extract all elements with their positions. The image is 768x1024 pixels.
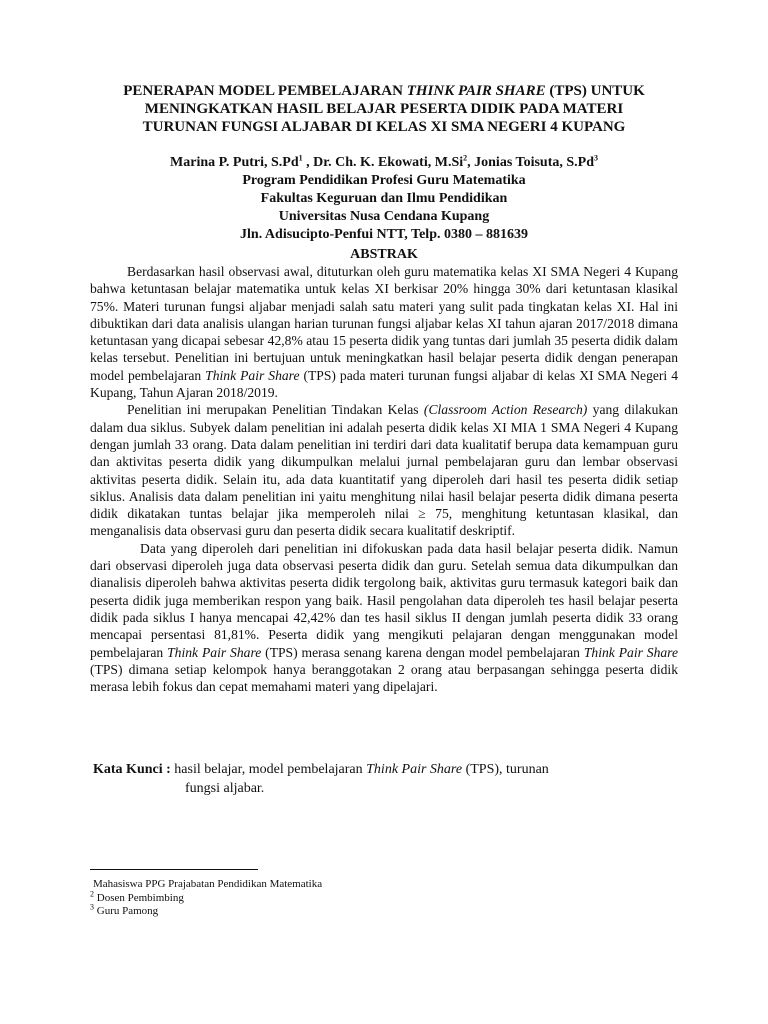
abstract-text: Berdasarkan hasil observasi awal, dituturkan oleh guru matematika kelas XI SMA Negeri 4 Kupang bahwa ketuntasan belajar matematika untuk kelas XI berkisar 20% hingga 30% dari ketuntasan klasikal 75%. Materi turunan fungsi aljabar menjadi salah satu materi yang sulit pada tingkatan kelas XI. Hal ini dibuktikan dari data analisis ulangan harian turunan fungsi aljabar kelas XI tahun ajaran 2017/2018 dimana ketuntasan yang dicapai sebesar 42,8% atau 15 peserta didik yang tuntas dari jumlah 35 peserta didik dalam kelas tersebut. Penelitian ini bertujuan untuk meningkatkan hasil belajar peserta didik dengan penerapan model pembelajaran [90,264,678,383]
title-text: (TPS) UNTUK [545,83,645,99]
footnote-2 [90,888,322,906]
footnote-divider [90,869,258,870]
keywords-label: Kata Kunci : [93,762,171,777]
title-line-2: MENINGKATKAN HASIL BELAJAR PESERTA DIDIK PADA MATERI [144,101,624,117]
author-2: Dr. Ch. K. Ekowati, M.Si [313,155,464,170]
footnote-2-mark: 2 [90,888,94,898]
abstract-italic-term: Think Pair Share [167,644,262,660]
title-text: PENERAPAN MODEL PEMBELAJARAN [123,83,407,99]
author-1: Marina P. Putri, S.Pd [170,155,299,170]
abstract-paragraph-3 [90,540,678,696]
keywords-text: hasil belajar, model pembelajaran [170,762,367,777]
abstract-heading: ABSTRAK [350,247,418,262]
title-line-1 [90,82,678,100]
abstract-text: Penelitian ini merupakan Penelitian Tindakan Kelas [127,402,424,418]
author-separator: , [467,155,475,170]
affiliation-university: Universitas Nusa Cendana Kupang [278,209,490,224]
author-separator: , [302,155,314,170]
abstract-italic-term: Think Pair Share [205,367,300,383]
abstract-text: yang dilakukan dalam dua siklus. Subyek dalam penelitian ini adalah peserta didik kelas XI MIA 1 SMA Negeri 4 Kupang dengan jumlah 33 orang. Data dalam penelitian ini terdiri dari data kualitatif berupa data kemampuan guru dan aktivitas peserta didik yang dikumpulkan melalui jurnal pembelajaran guru dan lembar observasi aktivitas peserta didik. Selain itu, ada data kuantitatif yang diperoleh dari hasil tes peserta didik setiap siklus. Analisis data dalam penelitian ini yaitu menghitung nilai hasil belajar peserta didik dimana peserta didik dikatakan tuntas belajar jika memperoleh nilai ≥ 75, menghitung ketuntasan klasikal, dan menganalisis data observasi guru dan peserta didik secara kualitatif deskriptif. [90,402,679,539]
footnote-1: Mahasiswa PPG Prajabatan Pendidikan Matematika [93,878,323,890]
abstract-text: (TPS) pada materi turunan fungsi aljabar di kelas XI SMA Negeri 4 Kupang, Tahun Ajaran 2018/2019. [90,367,678,401]
paper-title [90,82,678,136]
footnote-2-text: Dosen Pembimbing [94,891,184,904]
abstract-text: Data yang diperoleh dari penelitian ini difokuskan pada data hasil belajar peserta didik. Namun dari observasi diperoleh juga data observasi peserta didik dan guru. Setelah semua data dikumpulkan dan dianalisis diperoleh bahwa aktivitas peserta didik tergolong baik, aktivitas guru termasuk kategori baik dan peserta didik juga memberikan respon yang baik. Hasil pengolahan data diperoleh tes hasil belajar peserta didik pada siklus I hanya mencapai 42,42% dan tes hasil siklus II dengan jumlah peserta didik 33 orang mencapai persentasi 81,81%. Peserta didik yang mengikuti pelajaran dengan menggunakan model pembelajaran [90,540,678,660]
footnotes [90,878,322,919]
title-line-3: TURUNAN FUNGSI ALJABAR DI KELAS XI SMA NEGERI 4 KUPANG [142,119,626,135]
keywords-text: (TPS), turunan [462,762,549,777]
keywords-italic-term: Think Pair Share [366,762,463,777]
footnote-3 [90,902,322,919]
abstract-text: (TPS) merasa senang karena dengan model pembelajaran [261,644,584,660]
author-2-mark: 2 [463,153,468,163]
abstract-text: (TPS) dimana setiap kelompok hanya beranggotakan 2 orang atau berpasangan sehingga peserta didik merasa lebih fokus dan cepat memahami materi yang dipelajari. [90,661,678,695]
affiliation-program: Program Pendidikan Profesi Guru Matematika [242,173,526,188]
abstract-paragraph-1 [90,263,678,401]
author-block [90,154,678,244]
footnote-3-text: Guru Pamong [94,905,159,917]
footnote-3-mark: 3 [90,902,94,912]
author-3: Jonias Toisuta, S.Pd [474,155,594,170]
keywords-continuation: fungsi aljabar. [185,781,265,796]
author-names [90,154,678,172]
author-3-mark: 3 [593,153,598,163]
abstract-body [90,263,678,695]
affiliation-address: Jln. Adisucipto-Penfui NTT, Telp. 0380 – 881639 [240,227,528,242]
keywords [93,760,683,798]
abstract-italic-term: (Classroom Action Research) [423,402,588,418]
abstract-italic-term: Think Pair Share [583,644,679,660]
abstract-paragraph-2 [90,401,678,539]
author-1-mark: 1 [298,153,303,163]
affiliation-faculty: Fakultas Keguruan dan Ilmu Pendidikan [260,191,508,206]
title-italic-term: THINK PAIR SHARE [406,83,546,99]
